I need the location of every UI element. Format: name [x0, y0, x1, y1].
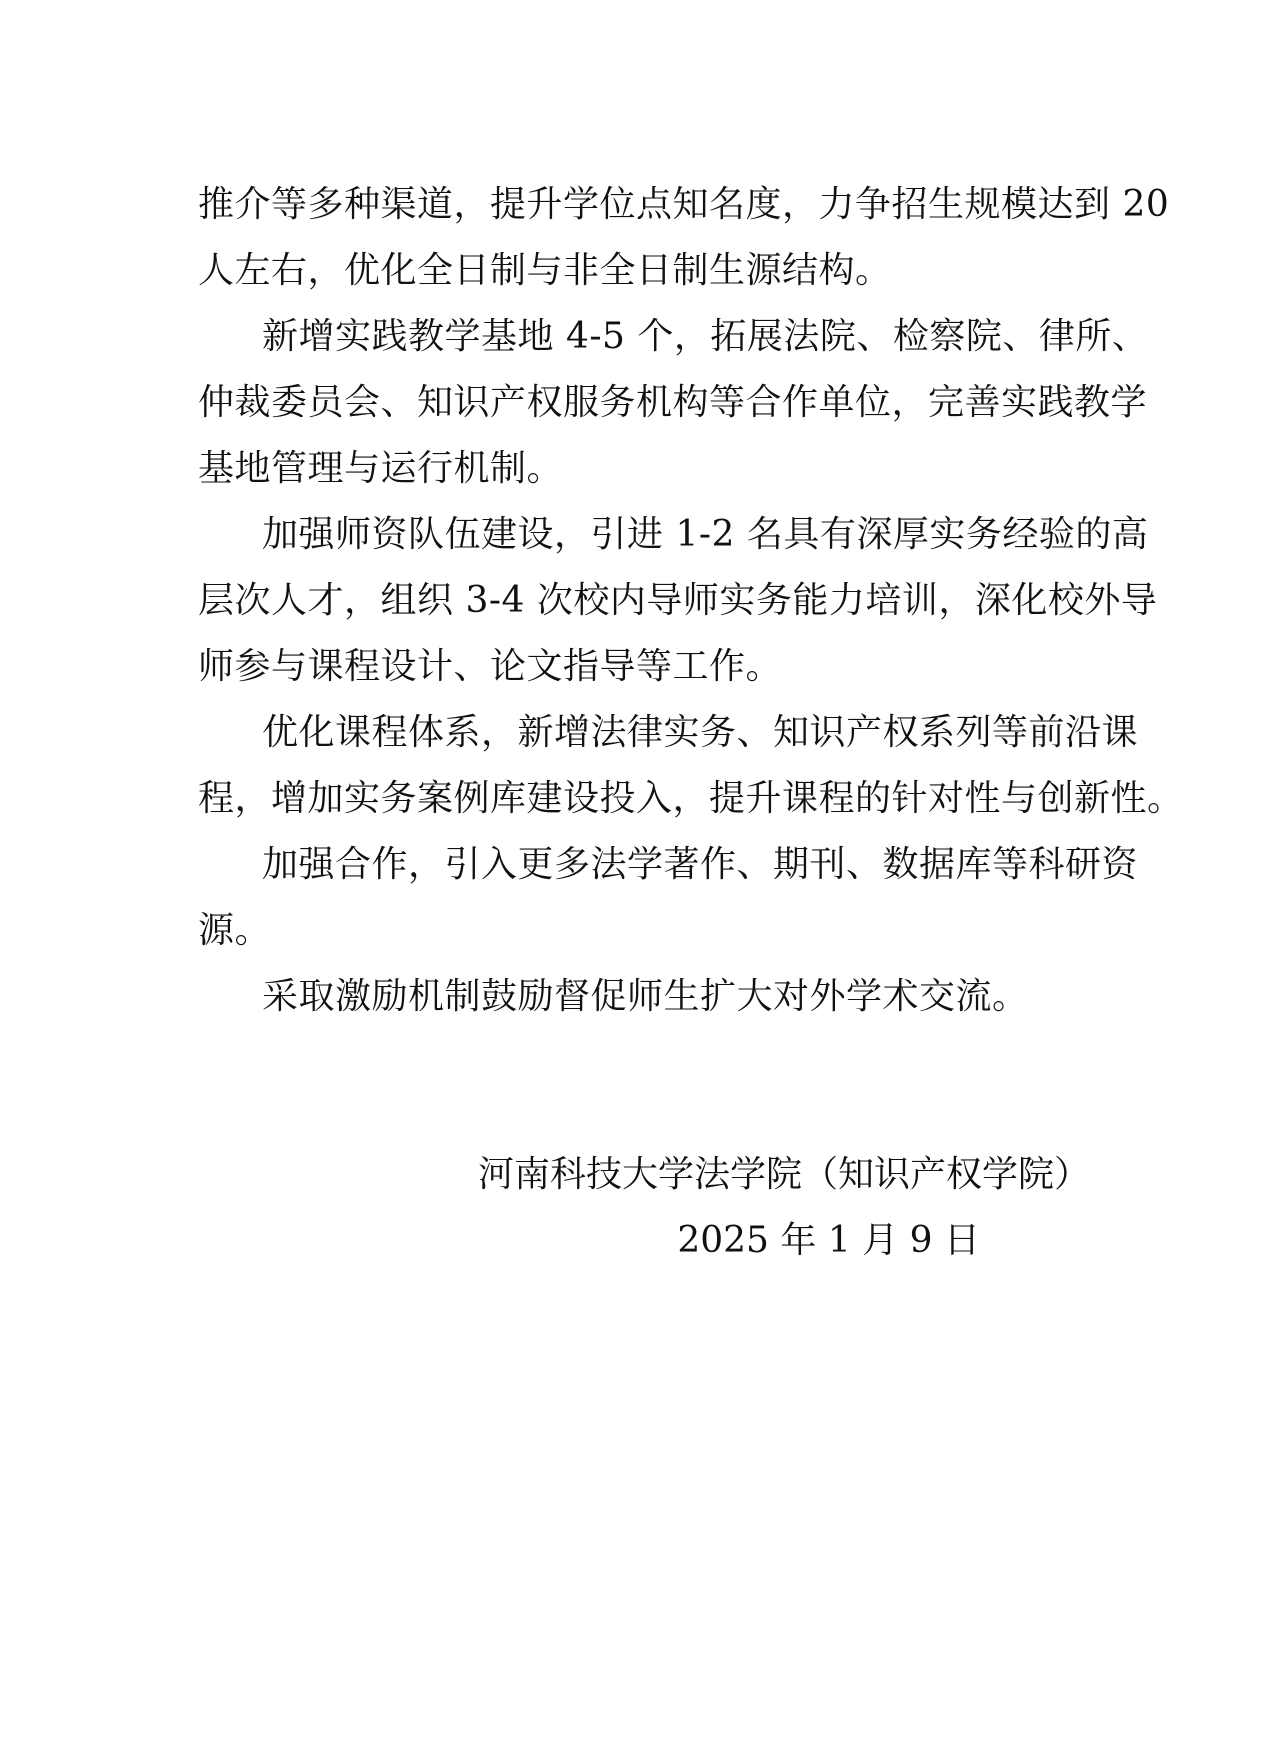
document-body	[198, 172, 1184, 1030]
text-line: 程，增加实务案例库建设投入，提升课程的针对性与创新性。	[198, 778, 1184, 819]
text-line: 加强师资队伍建设，引进 1-2 名具有深厚实务经验的高	[262, 514, 1149, 555]
text-line: 源。	[198, 910, 272, 951]
text-line: 新增实践教学基地 4-5 个，拓展法院、检察院、律所、	[262, 316, 1149, 357]
signature-date: 2025 年 1 月 9 日	[677, 1220, 980, 1261]
text-line: 加强合作，引入更多法学著作、期刊、数据库等科研资	[262, 844, 1139, 885]
text-line: 人左右，优化全日制与非全日制生源结构。	[198, 250, 892, 291]
text-line: 师参与课程设计、论文指导等工作。	[198, 646, 783, 687]
text-line: 推介等多种渠道，提升学位点知名度，力争招生规模达到 20	[198, 184, 1170, 225]
text-line: 采取激励机制鼓励督促师生扩大对外学术交流。	[262, 976, 1029, 1017]
text-line: 层次人才，组织 3-4 次校内导师实务能力培训，深化校外导	[198, 580, 1158, 621]
signature-organization: 河南科技大学法学院（知识产权学院）	[477, 1154, 1090, 1195]
text-line: 优化课程体系，新增法律实务、知识产权系列等前沿课	[262, 712, 1139, 753]
signature-block	[0, 1142, 1090, 1274]
text-line: 基地管理与运行机制。	[198, 448, 564, 489]
text-line: 仲裁委员会、知识产权服务机构等合作单位，完善实践教学	[198, 382, 1148, 423]
